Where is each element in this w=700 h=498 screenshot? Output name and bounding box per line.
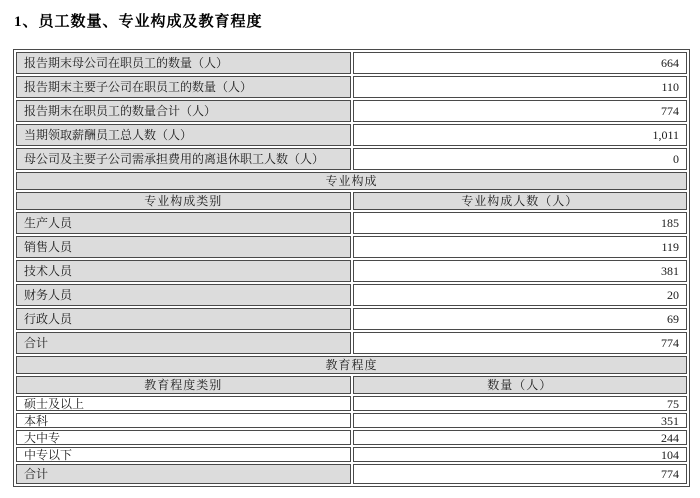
table-row bbox=[16, 148, 687, 170]
row-value-cell: 774 bbox=[353, 332, 688, 354]
row-label-cell: 硕士及以上 bbox=[16, 396, 351, 411]
row-value-cell: 20 bbox=[353, 284, 688, 306]
employee-report-table bbox=[13, 49, 690, 487]
education-column-header-row bbox=[16, 376, 687, 394]
row-label-cell: 合计 bbox=[16, 332, 351, 354]
row-label-cell: 销售人员 bbox=[16, 236, 351, 258]
table-row bbox=[16, 212, 687, 234]
column-header-category: 教育程度类别 bbox=[16, 376, 351, 394]
table-row bbox=[16, 124, 687, 146]
row-label-cell: 报告期末母公司在职员工的数量（人） bbox=[16, 52, 351, 74]
row-value-cell: 0 bbox=[353, 148, 688, 170]
row-value-cell: 110 bbox=[353, 76, 688, 98]
row-value-cell: 185 bbox=[353, 212, 688, 234]
page-title: 1、员工数量、专业构成及教育程度 bbox=[14, 14, 263, 30]
table-row bbox=[16, 396, 687, 411]
row-label-cell: 技术人员 bbox=[16, 260, 351, 282]
row-label-cell: 本科 bbox=[16, 413, 351, 428]
row-value-cell: 69 bbox=[353, 308, 688, 330]
profession-column-header-row bbox=[16, 192, 687, 210]
row-label-cell: 中专以下 bbox=[16, 447, 351, 462]
table-row bbox=[16, 413, 687, 428]
section-header-education bbox=[16, 356, 687, 374]
table-row bbox=[16, 308, 687, 330]
column-header-category: 专业构成类别 bbox=[16, 192, 351, 210]
education-total-row bbox=[16, 464, 687, 484]
row-label-cell: 合计 bbox=[16, 464, 351, 484]
table-row bbox=[16, 100, 687, 122]
row-value-cell: 104 bbox=[353, 447, 688, 462]
column-header-count: 专业构成人数（人） bbox=[353, 192, 688, 210]
row-value-cell: 75 bbox=[353, 396, 688, 411]
table-row bbox=[16, 76, 687, 98]
column-header-count: 数量（人） bbox=[353, 376, 688, 394]
section-header-profession bbox=[16, 172, 687, 190]
row-value-cell: 119 bbox=[353, 236, 688, 258]
row-label-cell: 生产人员 bbox=[16, 212, 351, 234]
section-title: 专业构成 bbox=[16, 172, 687, 190]
row-value-cell: 774 bbox=[353, 464, 688, 484]
profession-total-row bbox=[16, 332, 687, 354]
table-row bbox=[16, 236, 687, 258]
row-label-cell: 当期领取薪酬员工总人数（人） bbox=[16, 124, 351, 146]
row-label-cell: 报告期末主要子公司在职员工的数量（人） bbox=[16, 76, 351, 98]
table-row bbox=[16, 260, 687, 282]
row-label-cell: 报告期末在职员工的数量合计（人） bbox=[16, 100, 351, 122]
row-label-cell: 财务人员 bbox=[16, 284, 351, 306]
row-label-cell: 行政人员 bbox=[16, 308, 351, 330]
row-value-cell: 774 bbox=[353, 100, 688, 122]
row-value-cell: 1,011 bbox=[353, 124, 688, 146]
row-value-cell: 664 bbox=[353, 52, 688, 74]
row-label-cell: 大中专 bbox=[16, 430, 351, 445]
table-row bbox=[16, 447, 687, 462]
row-label-cell: 母公司及主要子公司需承担费用的离退休职工人数（人） bbox=[16, 148, 351, 170]
row-value-cell: 351 bbox=[353, 413, 688, 428]
row-value-cell: 381 bbox=[353, 260, 688, 282]
table-row bbox=[16, 284, 687, 306]
table-row bbox=[16, 430, 687, 445]
table-row bbox=[16, 52, 687, 74]
section-title: 教育程度 bbox=[16, 356, 687, 374]
row-value-cell: 244 bbox=[353, 430, 688, 445]
